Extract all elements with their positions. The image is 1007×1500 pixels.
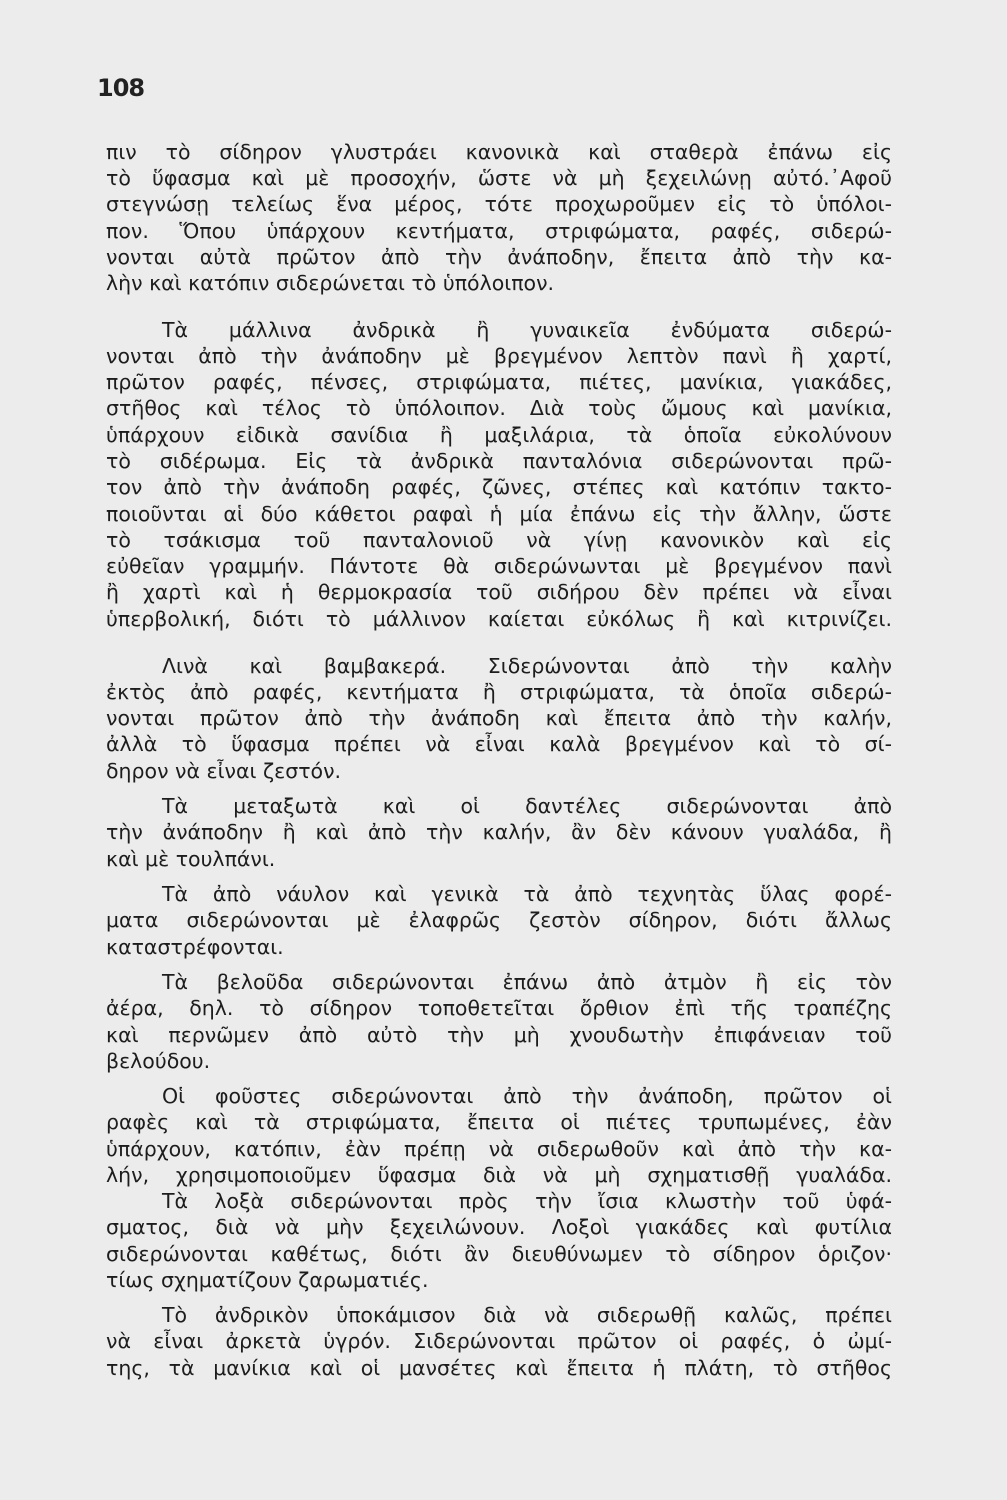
text-line: τὸ τσάκισμα τοῦ πανταλονιοῦ νὰ γίνῃ κανονικὸν καὶ εἰς	[106, 528, 892, 552]
text-line: ὑπάρχουν, κατόπιν, ἐὰν πρέπῃ νὰ σιδερωθοῦν καὶ ἀπὸ τὴν κα-	[106, 1137, 892, 1161]
text-line: πρῶτον ραφές, πένσες, στριφώματα, πιέτες, μανίκια, γιακάδες,	[106, 370, 892, 394]
text-line: καὶ μὲ τουλπάνι.	[106, 847, 276, 871]
text-line: νὰ εἶναι ἀρκετὰ ὑγρόν. Σιδερώνονται πρῶτον οἱ ραφές, ὁ ὠμί-	[106, 1329, 892, 1353]
text-line: τὸ σιδέρωμα. Εἰς τὰ ἀνδρικὰ πανταλόνια σιδερώνονται πρῶ-	[106, 449, 892, 473]
text-line: ἀέρα, δηλ. τὸ σίδηρον τοποθετεῖται ὄρθιον ἐπὶ τῆς τραπέζης	[106, 996, 892, 1020]
text-line: λὴν καὶ κατόπιν σιδερώνεται τὸ ὑπόλοιπον.	[106, 271, 555, 295]
text-line: Τὰ λοξὰ σιδερώνονται πρὸς τὴν ἴσια κλωστὴν τοῦ ὑφά-	[162, 1189, 892, 1213]
text-line: τον ἀπὸ τὴν ἀνάποδη ραφές, ζῶνες, στέπες καὶ κατόπιν τακτο-	[106, 475, 892, 499]
text-line: στεγνώσῃ τελείως ἕνα μέρος, τότε προχωροῦμεν εἰς τὸ ὑπόλοι-	[106, 192, 892, 216]
text-line: νονται αὐτὰ πρῶτον ἀπὸ τὴν ἀνάποδην, ἔπειτα ἀπὸ τὴν κα-	[106, 245, 892, 269]
page-number: 108	[97, 74, 145, 102]
text-line: τὸ ὕφασμα καὶ μὲ προσοχήν, ὥστε νὰ μὴ ξεχειλώνῃ αὐτό.᾿Αφοῦ	[106, 166, 892, 190]
text-line: νονται ἀπὸ τὴν ἀνάποδην μὲ βρεγμένον λεπτὸν πανὶ ἢ χαρτί,	[106, 344, 892, 368]
text-line: λήν, χρησιμοποιοῦμεν ὕφασμα διὰ νὰ μὴ σχηματισθῇ γυαλάδα.	[106, 1163, 892, 1187]
text-line: Τὸ ἀνδρικὸν ὑποκάμισον διὰ νὰ σιδερωθῇ καλῶς, πρέπει	[162, 1303, 892, 1327]
text-line: ματα σιδερώνονται μὲ ἐλαφρῶς ζεστὸν σίδηρον, διότι ἄλλως	[106, 908, 892, 932]
text-line: στῆθος καὶ τέλος τὸ ὑπόλοιπον. Διὰ τοὺς ὤμους καὶ μανίκια,	[106, 396, 892, 420]
text-line: τὴν ἀνάποδην ἢ καὶ ἀπὸ τὴν καλήν, ἂν δὲν κάνουν γυαλάδα, ἢ	[106, 820, 892, 844]
text-line: πον. Ὅπου ὑπάρχουν κεντήματα, στριφώματα, ραφές, σιδερώ-	[106, 219, 892, 243]
text-line: ἀλλὰ τὸ ὕφασμα πρέπει νὰ εἶναι καλὰ βρεγμένον καὶ τὸ σί-	[106, 732, 892, 756]
text-line: νονται πρῶτον ἀπὸ τὴν ἀνάποδη καὶ ἔπειτα ἀπὸ τὴν καλήν,	[106, 706, 892, 730]
text-line: εὐθεῖαν γραμμήν. Πάντοτε θὰ σιδερώνωνται μὲ βρεγμένον πανὶ	[106, 554, 892, 578]
text-line: ὑπερβολική, διότι τὸ μάλλινον καίεται εὐκόλως ἢ καὶ κιτρινίζει.	[106, 607, 892, 631]
text-line: ἢ χαρτὶ καὶ ἡ θερμοκρασία τοῦ σιδήρου δὲν πρέπει νὰ εἶναι	[106, 580, 892, 604]
text-line: Τὰ βελοῦδα σιδερώνονται ἐπάνω ἀπὸ ἀτμὸν ἢ εἰς τὸν	[162, 970, 892, 994]
text-line: βελούδου.	[106, 1049, 211, 1073]
text-line: Οἱ φοῦστες σιδερώνονται ἀπὸ τὴν ἀνάποδη, πρῶτον οἱ	[162, 1084, 892, 1108]
text-line: ποιοῦνται αἱ δύο κάθετοι ραφαὶ ἡ μία ἐπάνω εἰς τὴν ἄλλην, ὥστε	[106, 502, 892, 526]
text-line: σιδερώνονται καθέτως, διότι ἂν διευθύνωμεν τὸ σίδηρον ὁριζον·	[106, 1242, 892, 1266]
text-line: της, τὰ μανίκια καὶ οἱ μανσέτες καὶ ἔπειτα ἡ πλάτη, τὸ στῆθος	[106, 1356, 892, 1380]
text-line: δηρον νὰ εἶναι ζεστόν.	[106, 759, 342, 783]
text-line: ὑπάρχουν εἰδικὰ σανίδια ἢ μαξιλάρια, τὰ ὁποῖα εὐκολύνουν	[106, 423, 892, 447]
text-line: ἐκτὸς ἀπὸ ραφές, κεντήματα ἢ στριφώματα, τὰ ὁποῖα σιδερώ-	[106, 680, 892, 704]
text-line: Τὰ ἀπὸ νάυλον καὶ γενικὰ τὰ ἀπὸ τεχνητὰς ὕλας φορέ-	[162, 882, 892, 906]
text-line: Λινὰ καὶ βαμβακερά. Σιδερώνονται ἀπὸ τὴν καλὴν	[162, 654, 892, 678]
text-line: πιν τὸ σίδηρον γλυστράει κανονικὰ καὶ σταθερὰ ἐπάνω εἰς	[106, 140, 892, 164]
text-line: καὶ περνῶμεν ἀπὸ αὐτὸ τὴν μὴ χνουδωτὴν ἐπιφάνειαν τοῦ	[106, 1023, 892, 1047]
text-line: ραφὲς καὶ τὰ στριφώματα, ἔπειτα οἱ πιέτες τρυπωμένες, ἐὰν	[106, 1110, 892, 1134]
text-line: Τὰ μάλλινα ἀνδρικὰ ἢ γυναικεῖα ἐνδύματα σιδερώ-	[162, 318, 892, 342]
text-line: Τὰ μεταξωτὰ καὶ οἱ δαντέλες σιδερώνονται ἀπὸ	[162, 794, 892, 818]
text-line: σματος, διὰ νὰ μὴν ξεχειλώνουν. Λοξοὶ γιακάδες καὶ φυτίλια	[106, 1215, 892, 1239]
text-line: καταστρέφονται.	[106, 935, 284, 959]
text-line: τίως σχηματίζουν ζαρωματιές.	[106, 1268, 429, 1292]
